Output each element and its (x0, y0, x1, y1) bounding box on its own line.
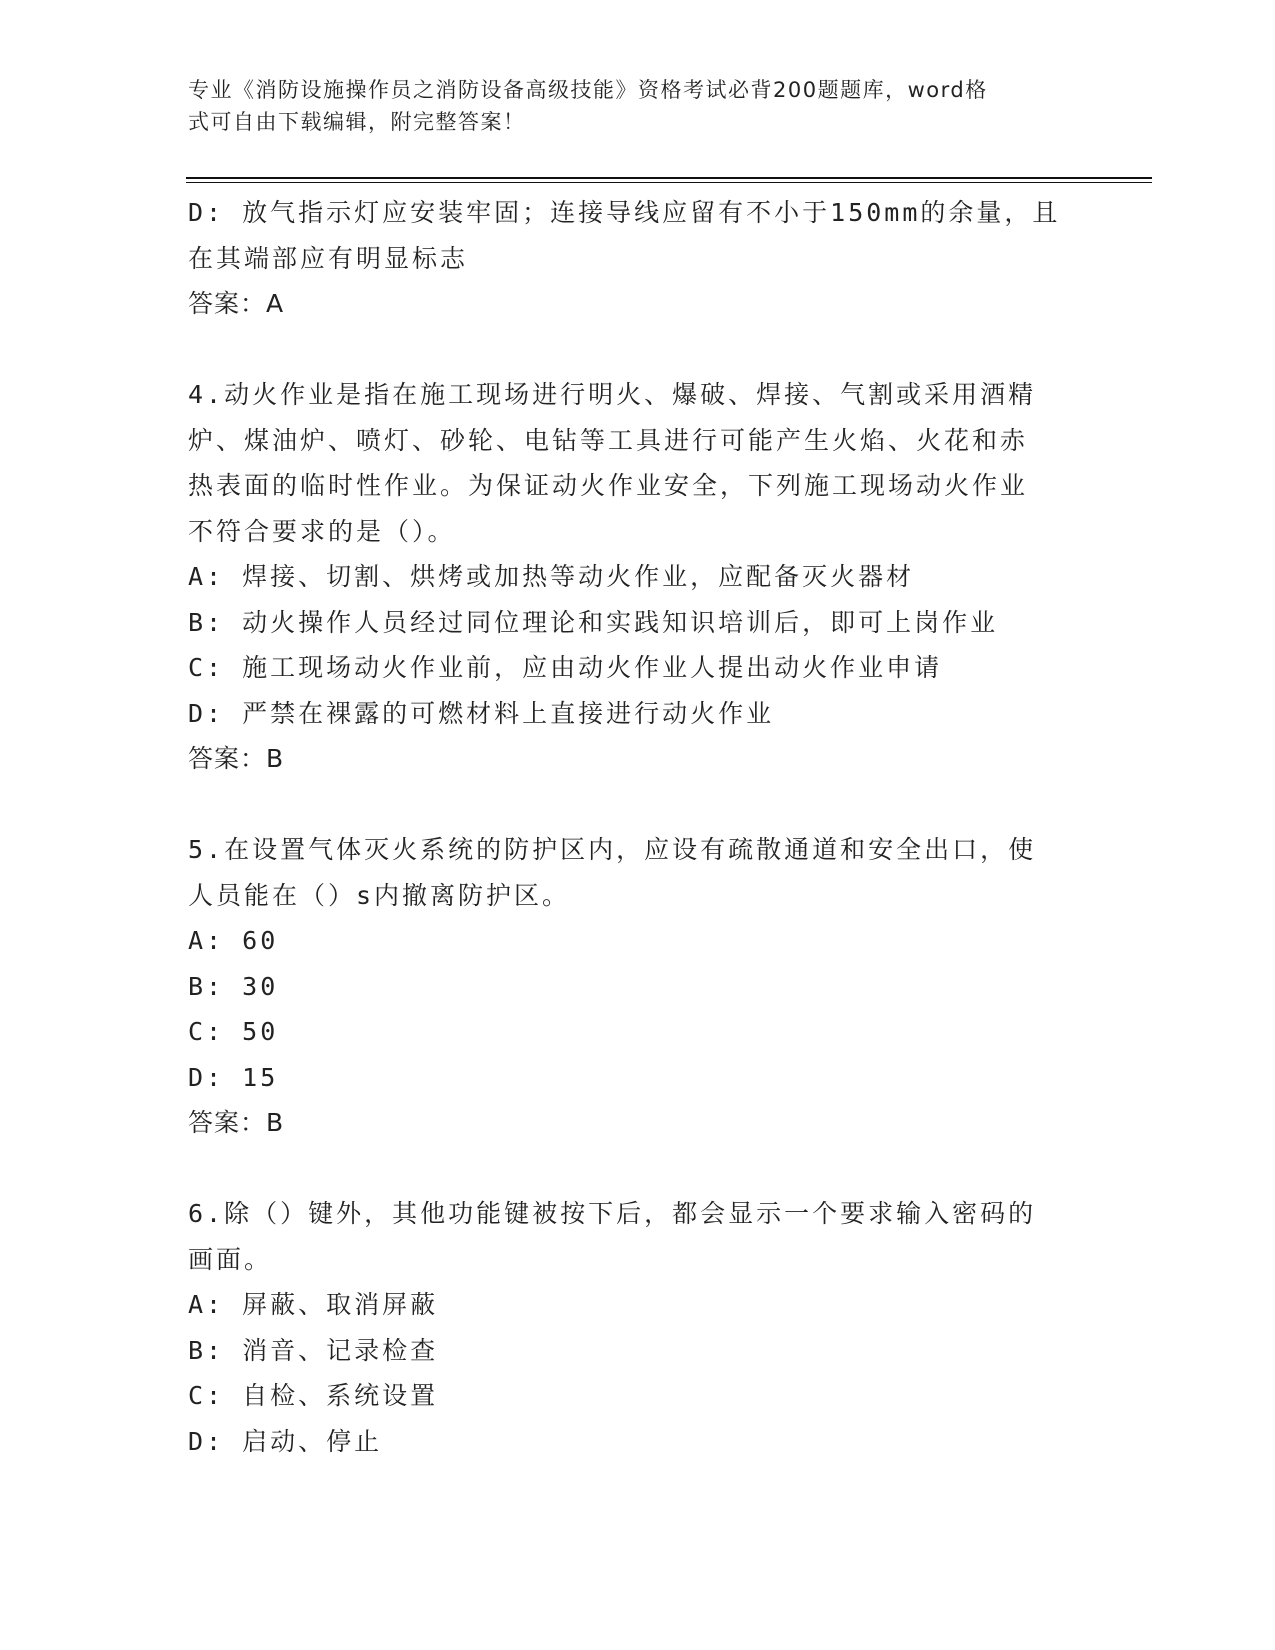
question-stem: 5.在设置气体灭火系统的防护区内，应设有疏散通道和安全出口，使 (188, 835, 1037, 864)
question-6 (188, 1191, 1088, 1464)
prev-question-tail (188, 190, 1088, 327)
answer: 答案：B (188, 1108, 285, 1137)
header-rule-thin (186, 182, 1152, 183)
header-line-1: 专业《消防设施操作员之消防设备高级技能》资格考试必背200题题库，word格 (188, 78, 988, 102)
question-stem: 画面。 (188, 1244, 273, 1274)
question-stem: 不符合要求的是（）。 (188, 516, 456, 546)
document-body (188, 190, 1088, 1464)
option-d: D: 严禁在裸露的可燃材料上直接进行动火作业 (188, 698, 775, 728)
option-d-continued: 在其端部应有明显标志 (188, 243, 469, 273)
question-stem: 4.动火作业是指在施工现场进行明火、爆破、焊接、气割或采用酒精 (188, 380, 1037, 409)
spacer (188, 1146, 1088, 1192)
option-c: C: 50 (188, 1017, 279, 1046)
option-a: A: 60 (188, 926, 279, 955)
question-4 (188, 372, 1088, 782)
option-d: D: 放气指示灯应安装牢固；连接导线应留有不小于150mm的余量，且 (188, 198, 1061, 227)
spacer (188, 782, 1088, 828)
header-line-2: 式可自由下载编辑，附完整答案！ (188, 110, 526, 134)
question-stem: 人员能在（）s内撤离防护区。 (188, 880, 571, 910)
question-stem: 6.除（）键外，其他功能键被按下后，都会显示一个要求输入密码的 (188, 1199, 1037, 1228)
document-header (188, 74, 1068, 138)
option-a: A: 焊接、切割、烘烤或加热等动火作业，应配备灭火器材 (188, 562, 915, 591)
question-stem: 炉、煤油炉、喷灯、砂轮、电钻等工具进行可能产生火焰、火花和赤 (188, 425, 1029, 455)
option-b: B: 动火操作人员经过同位理论和实践知识培训后，即可上岗作业 (188, 607, 999, 637)
option-c: C: 自检、系统设置 (188, 1381, 439, 1410)
question-stem: 热表面的临时性作业。为保证动火作业安全，下列施工现场动火作业 (188, 471, 1029, 500)
question-5 (188, 827, 1088, 1146)
spacer (188, 327, 1088, 373)
option-d: D: 启动、停止 (188, 1426, 383, 1456)
option-d: D: 15 (188, 1062, 279, 1092)
option-b: B: 消音、记录检查 (188, 1335, 439, 1365)
option-a: A: 屏蔽、取消屏蔽 (188, 1290, 439, 1319)
option-b: B: 30 (188, 971, 279, 1001)
header-rule-thick (186, 177, 1152, 179)
answer: 答案：B (188, 744, 285, 773)
answer: 答案：A (188, 289, 285, 318)
option-c: C: 施工现场动火作业前，应由动火作业人提出动火作业申请 (188, 653, 943, 682)
